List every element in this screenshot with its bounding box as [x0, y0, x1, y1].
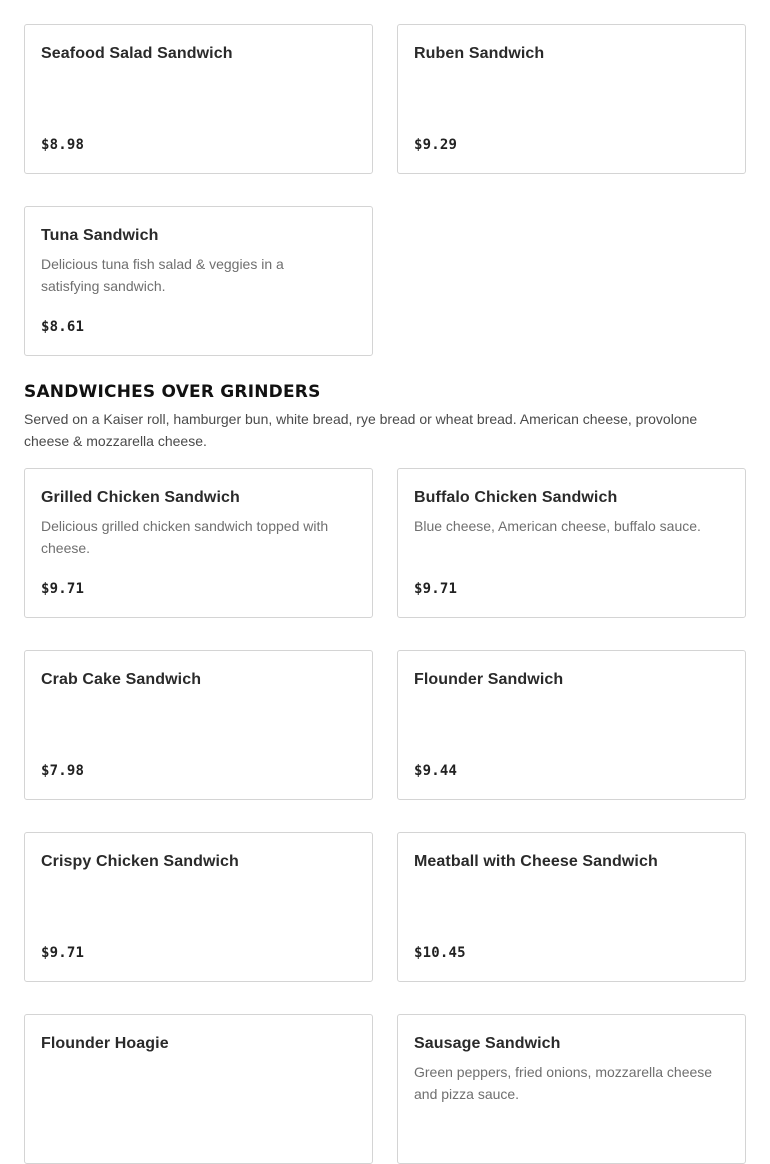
menu-item-price: $9.71 [414, 581, 458, 597]
menu-item-price: $9.71 [41, 581, 85, 597]
menu-item-description: Blue cheese, American cheese, buffalo sauce. [414, 518, 701, 534]
menu-item-name: Seafood Salad Sandwich [41, 45, 233, 62]
menu-item-card[interactable] [24, 206, 373, 356]
menu-item-price: $9.71 [41, 945, 85, 961]
menu-item-description: Delicious grilled chicken sandwich topped with cheese. [41, 518, 329, 556]
menu-item-name: Crab Cake Sandwich [41, 671, 202, 688]
menu-item-price: $8.98 [41, 137, 85, 153]
menu-item-card[interactable] [24, 1014, 373, 1164]
menu-item-name: Crispy Chicken Sandwich [41, 853, 239, 870]
menu-item-card[interactable] [397, 832, 746, 982]
menu-item-card[interactable] [24, 832, 373, 982]
menu-item-name: Buffalo Chicken Sandwich [414, 489, 618, 506]
menu-item-card[interactable] [397, 24, 746, 174]
menu-item-grid-section [24, 468, 746, 1164]
menu-item-price: $10.45 [414, 945, 466, 961]
section-description: Served on a Kaiser roll, hamburger bun, white bread, rye bread or wheat bread. American cheese, provolone cheese & mozzarella cheese. [24, 411, 698, 449]
menu-item-price: $9.29 [414, 137, 458, 153]
menu-item-name: Sausage Sandwich [414, 1035, 561, 1052]
menu-item-card[interactable] [24, 24, 373, 174]
menu-item-price: $8.61 [41, 319, 85, 335]
menu-item-name: Flounder Hoagie [41, 1035, 169, 1052]
menu-item-price: $7.98 [41, 763, 85, 779]
menu-item-name: Meatball with Cheese Sandwich [414, 853, 658, 870]
menu-item-name: Grilled Chicken Sandwich [41, 489, 240, 506]
menu-item-name: Tuna Sandwich [41, 227, 159, 244]
menu-item-name: Ruben Sandwich [414, 45, 545, 62]
menu-item-description: Green peppers, fried onions, mozzarella cheese and pizza sauce. [414, 1064, 713, 1102]
section-title: SANDWICHES OVER GRINDERS [24, 382, 321, 402]
menu-item-grid-top [24, 24, 746, 356]
menu-item-name: Flounder Sandwich [414, 671, 564, 688]
menu-item-card[interactable] [397, 1014, 746, 1164]
menu-item-card[interactable] [24, 468, 373, 618]
menu-item-card[interactable] [24, 650, 373, 800]
menu-item-card[interactable] [397, 650, 746, 800]
menu-item-description: Delicious tuna fish salad & veggies in a satisfying sandwich. [41, 256, 284, 294]
menu-item-card[interactable] [397, 468, 746, 618]
menu-item-price: $9.44 [414, 763, 458, 779]
